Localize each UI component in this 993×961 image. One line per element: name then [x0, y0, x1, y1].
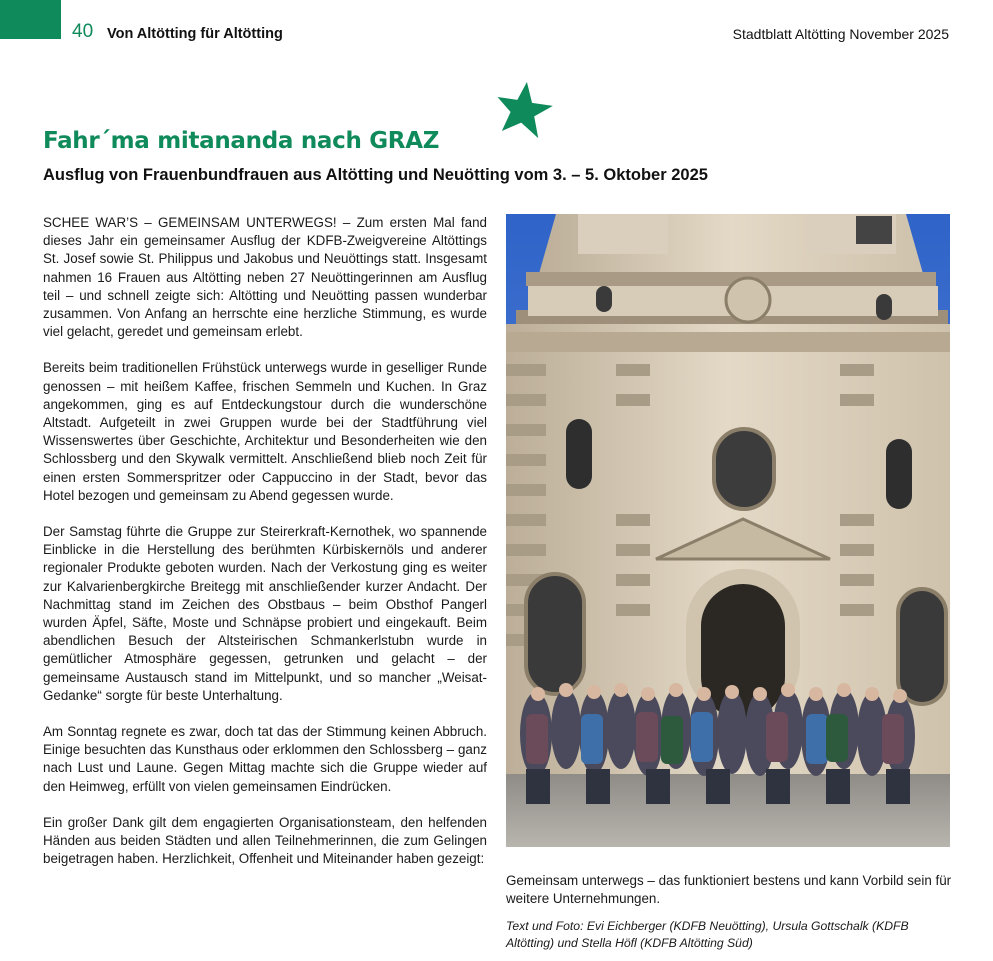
article-headline: Fahr´ma mitananda nach GRAZ	[43, 128, 440, 154]
article-subheadline: Ausflug von Frauenbundfrauen aus Altötting und Neuötting vom 3. – 5. Oktober 2025	[43, 166, 708, 184]
paragraph: Bereits beim traditionellen Frühstück unterwegs wurde in geselliger Runde genossen – mit heißem Kaffee, frischen Semmeln und Kuchen. In Graz angekommen, ging es auf Entdeckungstour durch die wunderschöne Altstadt. Aufgeteilt in zwei Gruppen wurde bei der Stadtführung viel Wissenswertes über Geschichte, Architektur und Besonderheiten wie den Schlossberg und den Skywalk vermittelt. Anschließend blieb noch Zeit für einen ersten Sommerspritzer oder Cappuccino in der Stadt, bevor das Hotel bezogen und gemeinsam zu Abend gegessen wurde.	[43, 360, 487, 503]
paragraph: SCHEE WAR’S – GEMEINSAM UNTERWEGS! – Zum ersten Mal fand dieses Jahr ein gemeinsamer Ausflug der KDFB-Zweigvereine Altöttings St. Josef sowie St. Philippus und Jakobus und Neuöttings statt. Insgesamt nahmen 16 Frauen aus Altötting neben 27 Neuöttingerinnen am Ausflug teil – und schnell zeigte sich: Altötting und Neuötting passen wunderbar zusammen. Von Anfang an herrschte eine herzliche Stimmung, es wurde viel gelacht, geredet und gemeinsam erlebt.	[43, 215, 487, 340]
page-corner-tab	[0, 0, 61, 39]
church-group-photo	[506, 214, 950, 847]
paragraph: Der Samstag führte die Gruppe zur Steirerkraft-Kernothek, wo spannende Einblicke in die Herstellung des berühmten Kürbiskernöls und anderer regionaler Produkte geboten wurden. Nach der Verkostung ging es weiter zur Kalvarienbergkirche Breitegg mit anschließender kurzer Andacht. Der Nachmittag stand im Zeichen des Obstbaus – beim Obsthof Pangerl wurden Äpfel, Säfte, Moste und Schnäpse probiert und eingekauft. Beim abendlichen Besuch der Altsteirischen Schmankerlstubn wurde in gemütlicher Atmosphäre gegessen, getrunken und gelacht – der gemeinsame Austausch stand im Mittelpunkt, und so mancher „Weisat-Gedanke“ sorgte für beste Unterhaltung.	[43, 524, 487, 703]
photo-credit: Text und Foto: Evi Eichberger (KDFB Neuötting), Ursula Gottschalk (KDFB Altötting) und Stella Höfl (KDFB Altötting Süd)	[506, 919, 909, 950]
publication-info: Stadtblatt Altötting November 2025	[732, 26, 949, 42]
star-icon	[495, 80, 555, 140]
page-number: 40	[72, 21, 94, 42]
paragraph: Ein großer Dank gilt dem engagierten Organisationsteam, den helfenden Händen aus beiden Städten und allen Teilnehmerinnen, die zum Gelingen beigetragen haben. Herzlichkeit, Offenheit und Miteinander haben gezeigt:	[43, 814, 487, 867]
article-body	[43, 214, 487, 887]
paragraph: Am Sonntag regnete es zwar, doch tat das der Stimmung keinen Abbruch. Einige besuchten das Kunsthaus oder erklommen den Schlossberg – ganz nach Lust und Laune. Gegen Mittag machte sich die Gruppe wieder auf den Heimweg, erfüllt von vielen gemeinsamen Eindrücken.	[43, 724, 487, 794]
section-title: Von Altötting für Altötting	[107, 26, 283, 42]
photo-caption: Gemeinsam unterwegs – das funktioniert bestens und kann Vorbild sein für weitere Unternehmungen.	[506, 873, 952, 907]
